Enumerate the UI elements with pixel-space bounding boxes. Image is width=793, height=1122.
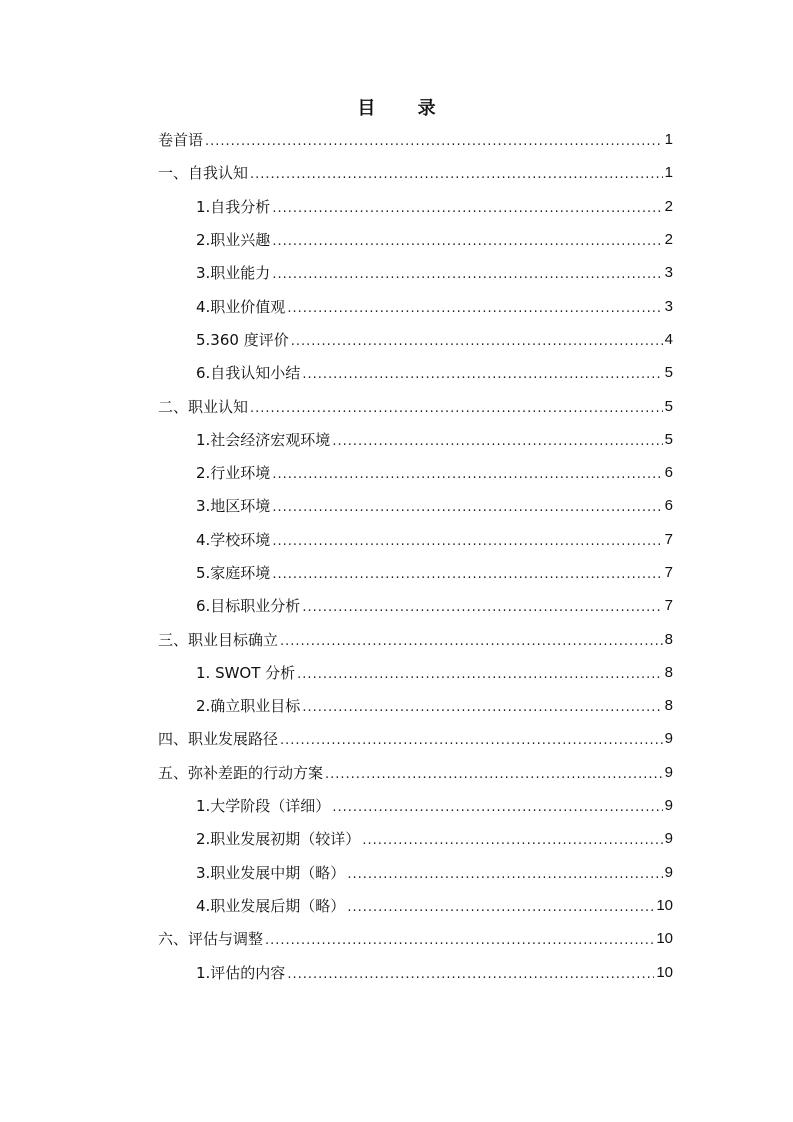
toc-entry[interactable] — [158, 389, 673, 422]
dot-leader — [280, 634, 663, 649]
toc-entry[interactable] — [158, 556, 673, 589]
toc-entry[interactable] — [158, 456, 673, 489]
dot-leader — [287, 301, 662, 316]
toc-entry-label: 3.职业能力 — [196, 264, 271, 283]
dot-leader — [280, 733, 663, 748]
toc-entry[interactable] — [158, 722, 673, 755]
toc-entry[interactable] — [158, 190, 673, 223]
dot-leader — [332, 800, 662, 815]
toc-entry-label: 5.家庭环境 — [196, 564, 271, 582]
toc-entry-page: 8 — [664, 663, 673, 681]
toc-entry-label: 2.行业环境 — [196, 464, 271, 483]
dot-leader — [272, 267, 662, 282]
toc-entry[interactable] — [158, 856, 673, 889]
toc-entry-label: 1.社会经济宏观环境 — [196, 430, 331, 449]
toc-entry-page: 8 — [664, 630, 673, 648]
toc-entry-label: 五、弥补差距的行动方案 — [158, 763, 324, 782]
toc-entry-label: 2.确立职业目标 — [196, 697, 301, 716]
toc-entry-label: 1.大学阶段（详细） — [196, 797, 331, 816]
dot-leader — [302, 600, 662, 615]
toc-entry-label: 4.职业价值观 — [196, 297, 286, 316]
toc-entry[interactable] — [158, 822, 673, 855]
toc-entry-label: 二、职业认知 — [158, 397, 249, 416]
dot-leader — [332, 434, 662, 449]
toc-entry-page: 9 — [664, 863, 673, 881]
toc-entry-page: 4 — [664, 330, 673, 348]
toc-entry-page: 7 — [664, 564, 673, 581]
dot-leader — [272, 467, 662, 482]
toc-entry-page: 8 — [664, 697, 673, 715]
toc-entry-label: 6.目标职业分析 — [196, 597, 301, 616]
toc-entry-page: 5 — [664, 397, 673, 415]
toc-entry[interactable] — [158, 289, 673, 322]
toc-entry-label: 六、评估与调整 — [158, 930, 264, 949]
toc-entry-page: 10 — [656, 963, 673, 981]
toc-entry[interactable] — [158, 889, 673, 922]
dot-leader — [302, 367, 662, 382]
toc-entry-label: 卷首语 — [158, 131, 204, 150]
toc-entry-label: 3.地区环境 — [196, 497, 271, 516]
toc-entry[interactable] — [158, 123, 673, 156]
toc-entry[interactable] — [158, 156, 673, 189]
toc-entry-label: 6.自我认知小结 — [196, 364, 301, 383]
dot-leader — [265, 933, 654, 948]
toc-entry-label: 四、职业发展路径 — [158, 730, 279, 749]
toc-entry[interactable] — [158, 589, 673, 622]
toc-entry-page: 9 — [664, 797, 673, 815]
toc-entry-label: 1.评估的内容 — [196, 963, 286, 982]
toc-entry-label: 三、职业目标确立 — [158, 630, 279, 649]
toc-entry[interactable] — [158, 223, 673, 256]
toc-entry-page: 5 — [664, 364, 673, 382]
toc-entry[interactable] — [158, 955, 673, 988]
toc-entry[interactable] — [158, 323, 673, 356]
toc-entry[interactable] — [158, 489, 673, 522]
toc-entry-label: 4.职业发展后期（略） — [196, 896, 346, 915]
toc-entry-page: 3 — [664, 297, 673, 315]
toc-entry[interactable] — [158, 356, 673, 389]
toc-entry-page: 7 — [664, 597, 673, 615]
toc-entry[interactable] — [158, 789, 673, 822]
toc-entry-page: 7 — [664, 530, 673, 548]
toc-entry-page: 3 — [664, 264, 673, 282]
dot-leader — [250, 167, 663, 182]
toc-list — [158, 123, 673, 989]
dot-leader — [272, 234, 662, 249]
toc-entry[interactable] — [158, 689, 673, 722]
toc-entry[interactable] — [158, 922, 673, 955]
toc-entry-label: 3.职业发展中期（略） — [196, 863, 346, 882]
toc-entry[interactable] — [158, 756, 673, 789]
toc-entry-page: 1 — [664, 131, 673, 149]
toc-entry-page: 6 — [664, 464, 673, 482]
toc-entry-label: 4.学校环境 — [196, 530, 271, 549]
toc-title: 目 录 — [357, 98, 454, 119]
toc-entry-page: 2 — [664, 197, 673, 215]
dot-leader — [325, 767, 663, 782]
toc-entry-page: 9 — [664, 763, 673, 781]
toc-entry-label: 1. SWOT 分析 — [196, 663, 296, 682]
dot-leader — [287, 967, 654, 982]
toc-entry-label: 5.360 度评价 — [196, 330, 289, 349]
toc-entry[interactable] — [158, 523, 673, 556]
dot-leader — [362, 833, 662, 848]
dot-leader — [272, 201, 662, 216]
toc-entry-label: 2.职业兴趣 — [196, 231, 271, 250]
dot-leader — [272, 534, 662, 549]
toc-entry-page: 1 — [664, 164, 673, 182]
toc-entry-page: 10 — [656, 896, 673, 914]
dot-leader — [272, 567, 662, 582]
dot-leader — [272, 500, 662, 515]
toc-entry-page: 10 — [656, 930, 673, 948]
toc-entry-page: 2 — [664, 231, 673, 249]
toc-entry-label: 一、自我认知 — [158, 164, 249, 183]
toc-entry[interactable] — [158, 256, 673, 289]
toc-entry-page: 9 — [664, 830, 673, 848]
dot-leader — [250, 401, 663, 416]
dot-leader — [302, 700, 662, 715]
toc-entry-page: 9 — [664, 730, 673, 748]
toc-entry[interactable] — [158, 423, 673, 456]
toc-entry-page: 6 — [664, 497, 673, 515]
dot-leader — [205, 134, 663, 149]
toc-entry-label: 2.职业发展初期（较详） — [196, 830, 361, 849]
toc-entry-page: 5 — [664, 430, 673, 448]
dot-leader — [347, 900, 654, 915]
toc-entry[interactable] — [158, 656, 673, 689]
dot-leader — [291, 334, 663, 349]
toc-entry[interactable] — [158, 622, 673, 655]
dot-leader — [297, 667, 662, 682]
dot-leader — [347, 867, 662, 882]
toc-entry-label: 1.自我分析 — [196, 197, 271, 216]
